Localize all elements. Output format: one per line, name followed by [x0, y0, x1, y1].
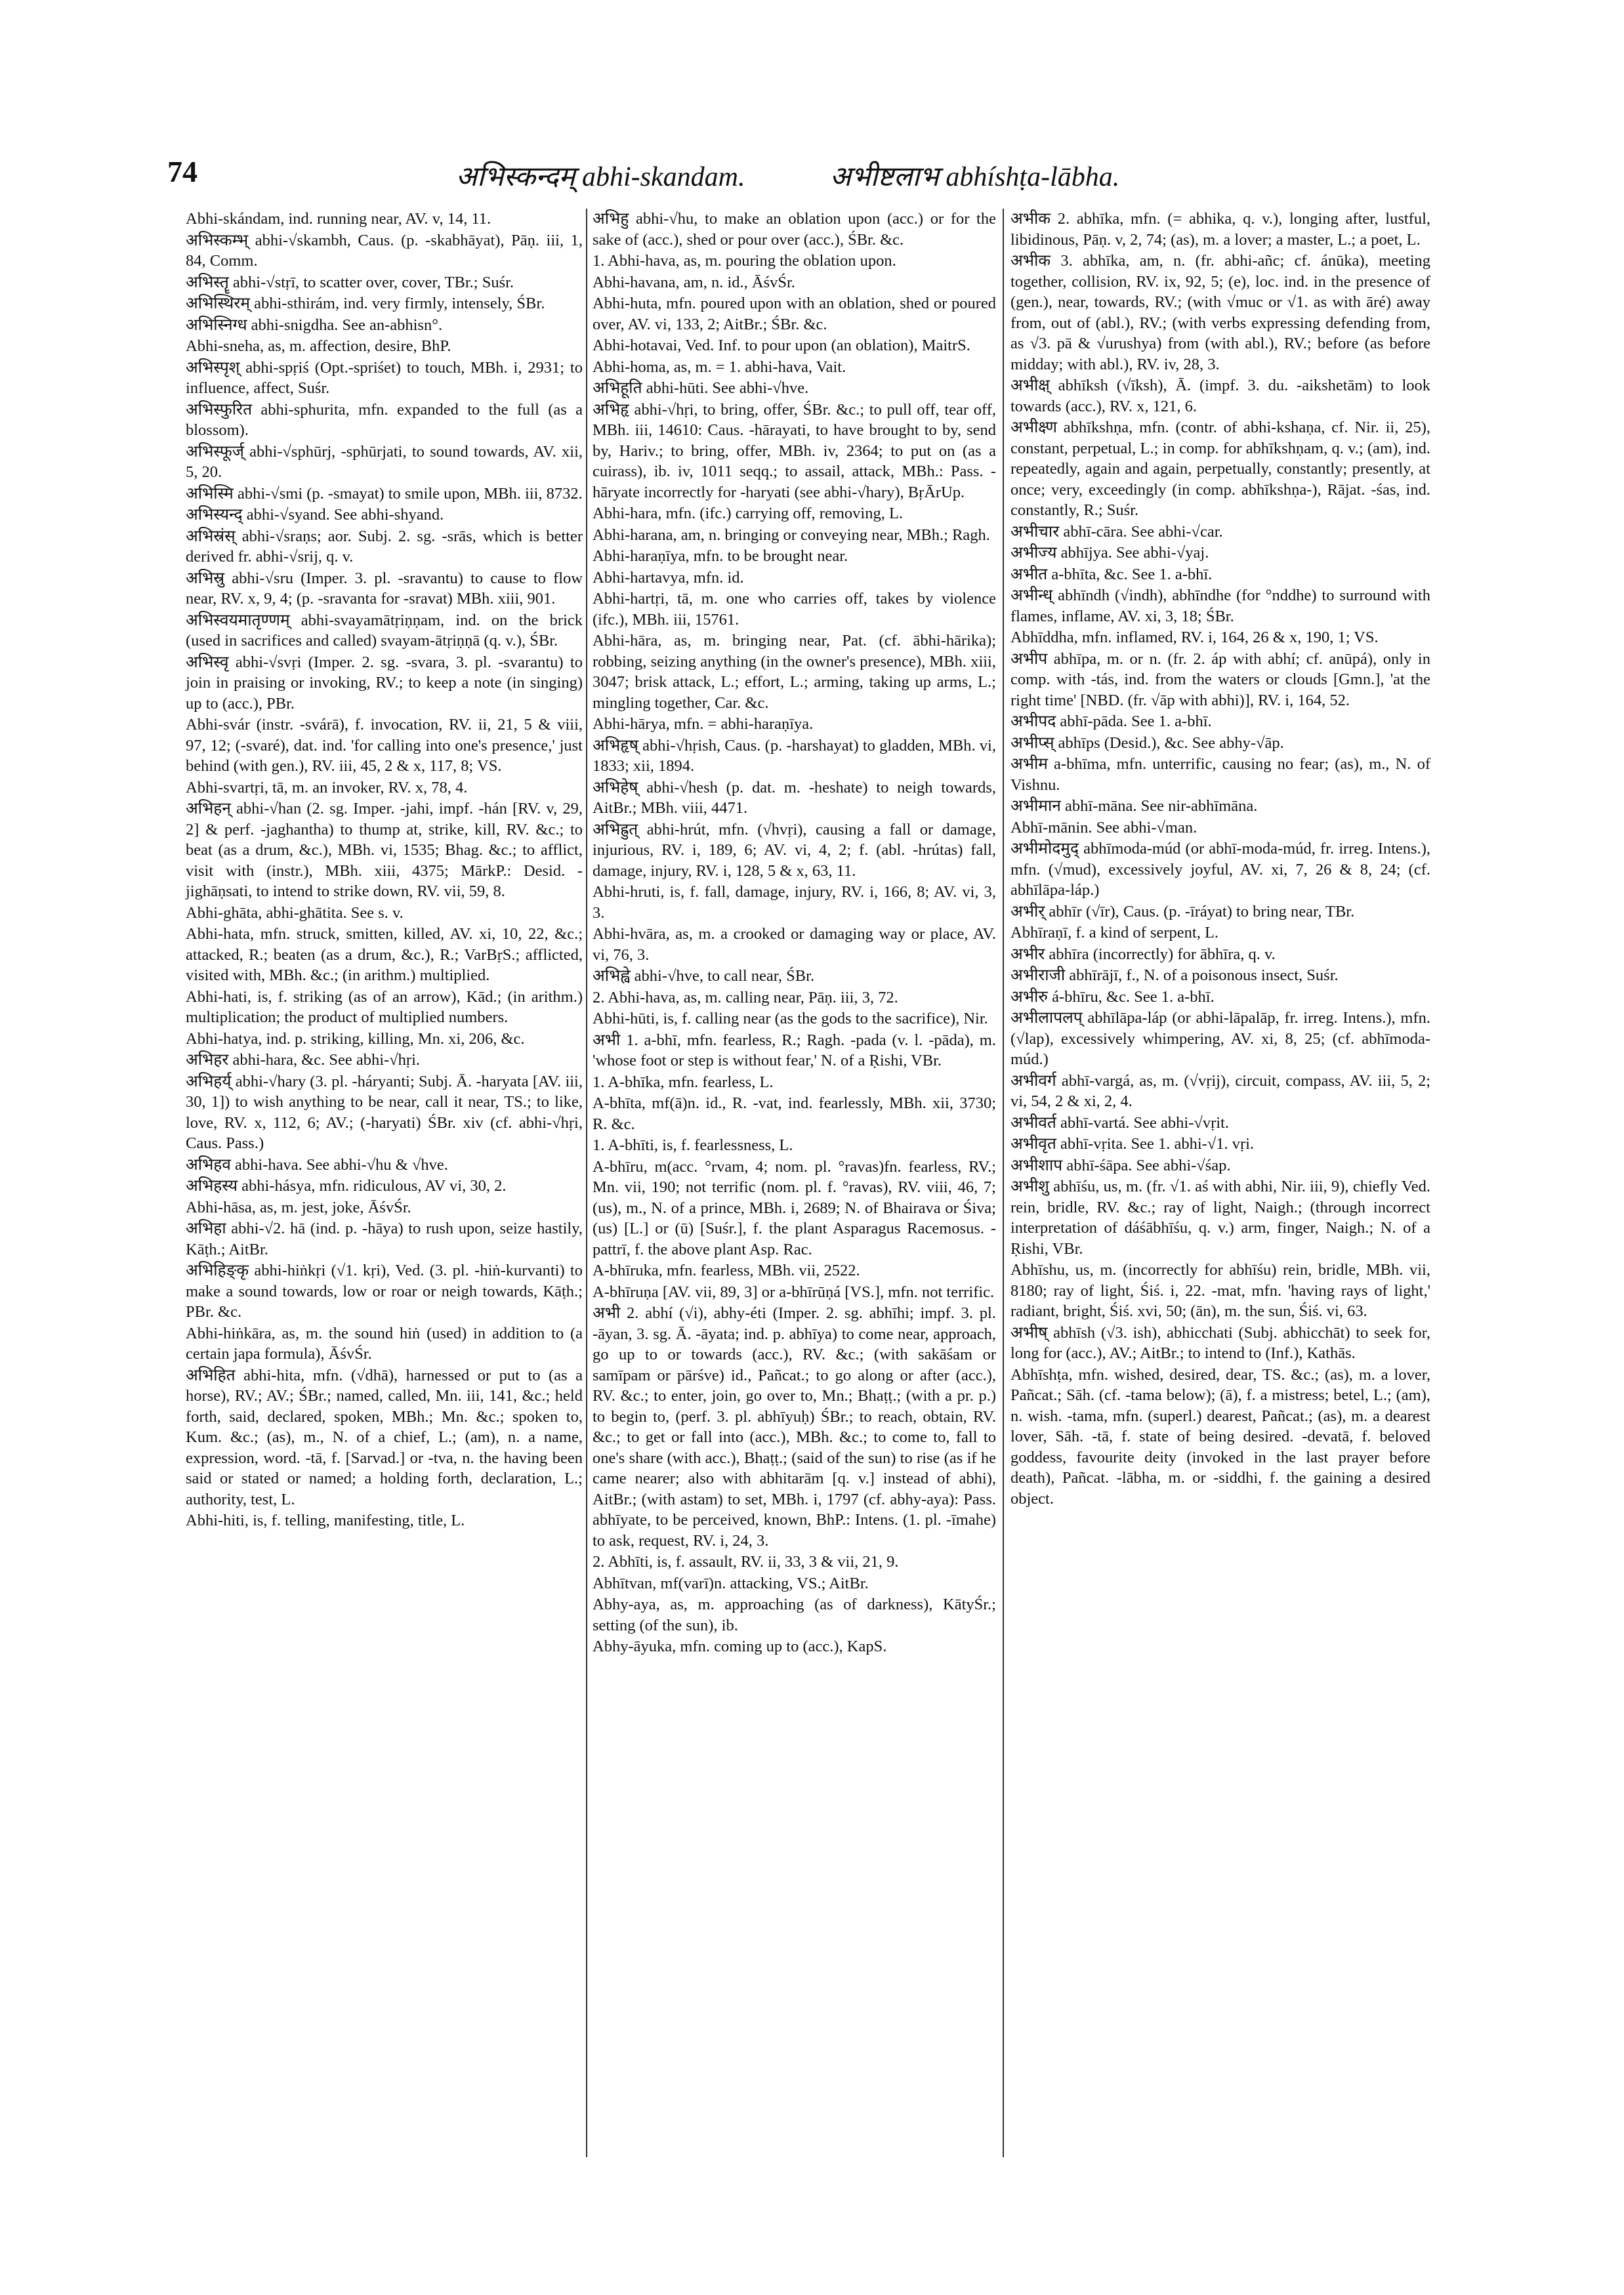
dictionary-entry: अभिस्फूर्ज् abhi-√sphūrj, -sphūrjati, to sound towards, AV. xii, 5, 20. [186, 442, 583, 481]
dictionary-entry: अभिहर्य् abhi-√hary (3. pl. -háryanti; Subj. Ā. -haryata [AV. iii, 30, 1]) to wish anything to be near, call it near, TS.; to like, love, RV. x, 112, 6; AV.; (-haryati) ŚBr. xiv (cf. abhi-√hṛi, Caus. Pass.) [186, 1072, 583, 1152]
dictionary-entry: Abhi-svartṛi, tā, m. an invoker, RV. x, 78, 4. [186, 778, 468, 796]
dictionary-entry: अभिस्तॄ abhi-√stṛī, to scatter over, cover, TBr.; Suśr. [186, 273, 514, 291]
dictionary-entry: Abhi-ghāta, abhi-ghātita. See s. v. [186, 903, 404, 922]
dictionary-entry: अभिह्रुत् abhi-hrút, mfn. (√hvṛi), causing a fall or damage, injurious, RV. i, 189, 6; AV. vi, 4, 2; f. (abl. -hrútas) fall, damage, injury, RV. i, 128, 5 & x, 63, 11. [593, 820, 996, 880]
dictionary-entry: अभिहस्य abhi-hásya, mfn. ridiculous, AV vi, 30, 2. [186, 1177, 507, 1195]
dictionary-entry: अभीक्ष् abhīksh (√īksh), Ā. (impf. 3. du. -aikshetām) to look towards (acc.), RV. x, 121, 6. [1010, 377, 1430, 415]
dictionary-entry: Abhi-hotavai, Ved. Inf. to pour upon (an oblation), MaitrS. [593, 337, 970, 354]
dictionary-entry: A-bhīru, m(acc. °rvam, 4; nom. pl. °ravas)fn. fearless, RV.; Mn. vii, 190; not terrific (nom. pl. f. °ravas), RV. viii, 46, 7; (us), m., N. of a prince, MBh. i, 2689; N. of Bhairava or Śiva; (us) [L.] or (ū) [Suśr.], f. the plant Asparagus Racemosus. -pattrī, f. the above plant Asp. Rac. [593, 1157, 996, 1258]
dictionary-entry: Abhi-hartavya, mfn. id. [593, 568, 744, 587]
column-divider [586, 209, 587, 2157]
dictionary-entry: अभिहर abhi-hara, &c. See abhi-√hṛi. [186, 1051, 420, 1069]
dictionary-entry: अभीवर्त abhī-vartá. See abhi-√vṛit. [1010, 1113, 1229, 1132]
dictionary-entry: अभिस्मि abhi-√smi (p. -smayat) to smile upon, MBh. iii, 8732. [186, 484, 583, 503]
dictionary-entry: 1. Abhi-hava, as, m. pouring the oblation upon. [593, 252, 896, 270]
dictionary-entry: Abhi-hūti, is, f. calling near (as the gods to the sacrifice), Nir. [593, 1010, 988, 1027]
column-divider [1003, 209, 1004, 2157]
dictionary-entry: अभिस्पृश् abhi-spṛiś (Opt.-spriśet) to touch, MBh. i, 2931; to influence, affect, Suśr. [186, 358, 583, 397]
dictionary-entry: Abhy-āyuka, mfn. coming up to (acc.), KapS. [593, 1638, 887, 1655]
dictionary-entry: Abhi-hāra, as, m. bringing near, Pat. (cf. ābhi-hārika); robbing, seizing anything (in the owner's presence), MBh. xiii, 3047; brisk attack, L.; effort, L.; arming, taking up arms, L.; mingling together, Car. &c. [593, 632, 996, 712]
dictionary-entry: Abhi-hvāra, as, m. a crooked or damaging way or place, AV. vi, 76, 3. [593, 925, 996, 964]
dictionary-entry: अभिस्रंस् abhi-√sraṇs; aor. Subj. 2. sg. -srās, which is better derived fr. abhi-√srij, q. v. [186, 527, 583, 566]
dictionary-entry: अभिहु abhi-√hu, to make an oblation upon (acc.) or for the sake of (acc.), shed or pour over (acc.), ŚBr. &c. [593, 210, 996, 249]
dictionary-entry: Abhi-hiti, is, f. telling, manifesting, title, L. [186, 1512, 465, 1529]
dictionary-entry: Abhi-harana, am, n. bringing or conveying near, MBh.; Ragh. [593, 526, 990, 544]
dictionary-entry: Abhi-hārya, mfn. = abhi-haraṇīya. [593, 715, 814, 733]
dictionary-entry: Abhīshu, us, m. (incorrectly for abhīśu) rein, bridle, MBh. vii, 8180; ray of light, Śiś. i, 22. -mat, mfn. 'having rays of light,' radiant, bright, Śiś. xvi, 50; (ān), m. the sun, Śiś. vi, 63. [1010, 1261, 1430, 1320]
dictionary-entry: अभी 1. a-bhī, mfn. fearless, R.; Ragh. -pada (v. l. -pāda), m. 'whose foot or step is without fear,' N. of a Ṛishi, VBr. [593, 1031, 996, 1069]
dictionary-entry: अभीशु abhīśu, us, m. (fr. √1. aś with abhi, Nir. iii, 9), chiefly Ved. rein, bridle, RV. &c.; ray of light, Naigh.; (through incorrect interpretation of dáśābhīśu, q. v.) arm, finger, Naigh.; N. of a Ṛishi, VBr. [1010, 1178, 1430, 1258]
dictionary-entry: अभिस्कम्भ् abhi-√skambh, Caus. (p. -skabhāyat), Pāṇ. iii, 1, 84, Comm. [186, 231, 583, 270]
dictionary-entry: अभीप्स् abhīps (Desid.), &c. See abhy-√āp. [1010, 734, 1284, 752]
dictionary-entry: अभिस्निग्ध abhi-snigdha. See an-abhisn°. [186, 316, 443, 334]
dictionary-entry: अभी 2. abhí (√i), abhy-éti (Imper. 2. sg. abhīhi; impf. 3. pl. -āyan, 3. sg. Ā. -āyata; ind. p. abhīya) to come near, approach, go up to or towards (acc.), RV. &c.; (with sakāśam or samīpam or pārśve) id., Pañcat.; to go along or after (acc.), RV. &c.; to enter, join, go over to, Mn.; Bhaṭṭ.; (with a pr. p.) to begin to, (perf. 3. pl. abhīyuḥ) ŚBr.; to reach, obtain, RV. &c.; to get or fall into (acc.), MBh. &c.; to come to, fall to one's share (with acc.), Bhaṭṭ.; (said of the sun) to rise (as if he came nearer; also with abhitarām [q. v.] instead of abhi), AitBr.; (with astam) to set, MBh. i, 1797 (cf. abhy-aya): Pass. abhīyate, to be perceived, known, BhP.: Intens. (1. pl. -īmahe) to ask, request, RV. i, 24, 3. [593, 1304, 996, 1550]
dictionary-entry: Abhi-hartṛi, tā, m. one who carries off, takes by violence (ifc.), MBh. iii, 15761. [593, 590, 996, 629]
dictionary-entry: अभीर abhīra (incorrectly) for ābhīra, q. v. [1010, 945, 1276, 963]
dictionary-entry: अभिस्फुरित abhi-sphurita, mfn. expanded to the full (as a blossom). [186, 400, 583, 439]
dictionary-entry: अभिस्थिरम् abhi-sthirám, ind. very firmly, intensely, ŚBr. [186, 295, 545, 312]
dictionary-entry: अभिस्रु abhi-√sru (Imper. 3. pl. -sravantu) to cause to flow near, RV. x, 9, 4; (p. -sravanta for -sravat) MBh. xiii, 901. [186, 569, 583, 608]
dictionary-entry: 2. Abhi-hava, as, m. calling near, Pāṇ. iii, 3, 72. [593, 988, 898, 1006]
dictionary-entry: अभीप abhīpa, m. or n. (fr. 2. áp with abhí; cf. anūpá), only in comp. with -tás, ind. from the waters or clouds [Gmn.], 'at the right time' [NBD. (fr. √āp with abhi)], RV. i, 164, 52. [1010, 650, 1430, 709]
dictionary-entry: Abhi-hati, is, f. striking (as of an arrow), Kād.; (in arithm.) multiplication; the product of multiplied numbers. [186, 987, 583, 1026]
dictionary-entry: Abhi-haraṇīya, mfn. to be brought near. [593, 547, 848, 565]
right-guide-word: अभीष्टलाभ abhíshṭa-lābha. [830, 162, 1120, 192]
dictionary-entry: अभीक 2. abhīka, mfn. (= abhika, q. v.), longing after, lustful, libidinous, Pāṇ. v, 2, 74; (as), m. a lover; a master, L.; a poet, L. [1010, 210, 1430, 249]
dictionary-entry: Abhīraṇī, f. a kind of serpent, L. [1010, 924, 1219, 941]
dictionary-entry: अभिह्वे abhi-√hve, to call near, ŚBr. [593, 967, 815, 985]
dictionary-entry: अभिहव abhi-hava. See abhi-√hu & √hve. [186, 1155, 448, 1174]
column-3 [1010, 209, 1430, 1510]
dictionary-entry: Abhi-homa, as, m. = 1. abhi-hava, Vait. [593, 358, 846, 376]
dictionary-entry: अभिहिङ्कृ abhi-hiṅkṛi (√1. kṛi), Ved. (3. pl. -hiṅ-kurvanti) to make a sound towards, low or roar or neigh towards, Kāṭh.; PBr. &c. [186, 1262, 583, 1321]
page-number: 74 [167, 155, 198, 188]
dictionary-entry: Abhi-svár (instr. -svárā), f. invocation, RV. ii, 21, 5 & viii, 97, 12; (-svaré), dat. ind. 'for calling into one's presence,' just behind (with gen.), RV. iii, 45, 2 & x, 117, 8; VS. [186, 716, 583, 775]
dictionary-entry: Abhi-hatya, ind. p. striking, killing, Mn. xi, 206, &c. [186, 1029, 525, 1048]
dictionary-entry: अभीमान abhī-māna. See nir-abhīmāna. [1010, 797, 1258, 815]
dictionary-entry: अभीपद abhī-pāda. See 1. a-bhī. [1010, 713, 1212, 730]
dictionary-entry: Abhi-huta, mfn. poured upon with an oblation, shed or poured over, AV. vi, 133, 2; AitBr.; ŚBr. &c. [593, 295, 996, 333]
column-1 [186, 209, 583, 1532]
dictionary-entry: अभीलापलप् abhīlāpa-láp (or abhi-lāpalāp, fr. irreg. Intens.), mfn. (√lap), excessively whimpering, AV. xi, 8, 25; (cf. abhīmoda-múd.) [1010, 1009, 1430, 1068]
dictionary-entry: Abhy-aya, as, m. approaching (as of darkness), KātyŚr.; setting (of the sun), ib. [593, 1596, 996, 1634]
dictionary-entry: अभीत a-bhīta, &c. See 1. a-bhī. [1010, 565, 1213, 583]
column-2 [593, 209, 996, 1658]
dictionary-entry: अभीराजी abhīrājī, f., N. of a poisonous insect, Suśr. [1010, 966, 1339, 984]
dictionary-entry: अभिस्यन्द् abhi-√syand. See abhi-shyand. [186, 506, 444, 524]
dictionary-entry: अभिहूति abhi-hūti. See abhi-√hve. [593, 379, 809, 397]
dictionary-entry: Abhīshṭa, mfn. wished, desired, dear, TS. &c.; (as), m. a lover, Pañcat.; Sāh. (cf. -tama below); (ā), f. a mistress; betel, L.; (am), n. wish. -tama, mfn. (superl.) dearest, Pañcat.; (as), m. a dearest lover, Sāh. -tā, f. state of being desired. -devatā, f. beloved goddess, favourite deity (invoked in the last prayer before death), Pañcat. -lābha, m. or -siddhi, f. the gaining a desired object. [1010, 1365, 1430, 1508]
dictionary-entry: 2. Abhīti, is, f. assault, RV. ii, 33, 3 & vii, 21, 9. [593, 1553, 899, 1571]
dictionary-entry: अभीष् abhīsh (√3. ish), abhicchati (Subj. abhicchāt) to seek for, long for (acc.), AV.; AitBr.; to intend to (Inf.), Kathās. [1010, 1323, 1430, 1362]
dictionary-entry: अभीचार abhī-cāra. See abhi-√car. [1010, 522, 1223, 541]
dictionary-entry: अभीर् abhīr (√īr), Caus. (p. -īráyat) to bring near, TBr. [1010, 902, 1355, 920]
dictionary-entry: Abhi-havana, am, n. id., ĀśvŚr. [593, 273, 795, 291]
dictionary-entry: Abhi-hāsa, as, m. jest, joke, ĀśvŚr. [186, 1198, 411, 1216]
dictionary-entry: अभिहेष् abhi-√hesh (p. dat. m. -heshate) to neigh towards, AitBr.; MBh. viii, 4471. [593, 778, 996, 817]
dictionary-entry: Abhi-hata, mfn. struck, smitten, killed, AV. xi, 10, 22, &c.; attacked, R.; beaten (as a drum, &c.), R.; VarBṛS.; afflicted, visited with, MBh. &c.; (in arithm.) multiplied. [186, 925, 583, 984]
dictionary-entry: Abhi-hiṅkāra, as, m. the sound hiṅ (used) in addition to (a certain japa formula), ĀśvŚr. [186, 1324, 583, 1363]
dictionary-entry: Abhi-hruti, is, f. fall, damage, injury, RV. i, 166, 8; AV. vi, 3, 3. [593, 883, 996, 922]
running-header [167, 154, 1434, 194]
dictionary-entry: अभीमोदमुद् abhīmoda-múd (or abhī-moda-múd, fr. irreg. Intens.), mfn. (√mud), excessively joyful, AV. xi, 7, 26 & 8, 24; (cf. abhīlāpa-láp.) [1010, 840, 1430, 899]
dictionary-entry: Abhi-hara, mfn. (ifc.) carrying off, removing, L. [593, 505, 904, 522]
dictionary-entry: अभीम a-bhīma, mfn. unterrific, causing no fear; (as), m., N. of Vishnu. [1010, 755, 1430, 794]
dictionary-entry: 1. A-bhīka, mfn. fearless, L. [593, 1073, 774, 1091]
dictionary-entry: अभिहन् abhi-√han (2. sg. Imper. -jahi, impf. -hán [RV. v, 29, 2] & perf. -jaghantha) to thump at, strike, kill, RV. &c.; to beat (as a drum, &c.), MBh. vi, 1535; Bhag. &c.; to afflict, visit with (instr.), MBh. xiii, 4375; MārkP.: Desid. -jighāṇsati, to intend to strike down, RV. vii, 59, 8. [186, 800, 583, 900]
dictionary-entry: अभिहा abhi-√2. hā (ind. p. -hāya) to rush upon, seize hastily, Kāṭh.; AitBr. [186, 1220, 583, 1258]
dictionary-entry: Abhītvan, mf(varī)n. attacking, VS.; AitBr. [593, 1574, 869, 1592]
dictionary-entry: अभीक्ष्ण abhīkshṇa, mfn. (contr. of abhi-kshaṇa, cf. Nir. ii, 25), constant, perpetual, L.; in comp. for abhīkshṇam, q. v.; (am), ind. repeatedly, again and again, perpetually, constantly; presently, at once; very, exceedingly (in comp. abhīkshṇa-), Rājat. -śas, ind. constantly, R.; Suśr. [1010, 419, 1430, 519]
dictionary-entry: अभिहृ abhi-√hṛi, to bring, offer, ŚBr. &c.; to pull off, tear off, MBh. iii, 14610: Caus. -hārayati, to have brought to by, send by, Hariv.; to bring, offer, MBh. iv, 2364; to put on (as a cuirass), ib. iv, 1011 seqq.; to assail, attack, MBh.: Pass. -hāryate incorrectly for -haryati (see abhi-√hary), BṛĀrUp. [593, 400, 996, 501]
dictionary-entry: अभीज्य abhījya. See abhi-√yaj. [1010, 544, 1209, 562]
dictionary-entry: अभिहृष् abhi-√hṛish, Caus. (p. -harshayat) to gladden, MBh. vi, 1833; xii, 1894. [593, 736, 996, 775]
dictionary-entry: 1. A-bhīti, is, f. fearlessness, L. [593, 1136, 793, 1154]
dictionary-entry: अभीवर्ग abhī-vargá, as, m. (√vṛij), circuit, compass, AV. iii, 5, 2; vi, 54, 2 & xi, 2, 4. [1010, 1071, 1430, 1110]
dictionary-entry: A-bhīta, mf(ā)n. id., R. -vat, ind. fearlessly, MBh. xii, 3730; R. &c. [593, 1094, 996, 1133]
dictionary-entry: अभीक 3. abhīka, am, n. (fr. abhi-añc; cf. ánūka), meeting together, collision, RV. ix, 92, 5; (e), loc. ind. in the presence of (gen.), near, towards, RV.; (with √muc or √1. as with āré) away from, out of (abl.), RV.; (with verbs expressing defending from, as √3. pā & √urushya) from (with abl.), RV.; before (as before midday; with abl.), RV. iv, 28, 3. [1010, 252, 1430, 373]
dictionary-entry: अभिस्वयमातृण्णम् abhi-svayamātṛiṇṇam, ind. on the brick (used in sacrifices and called) svayam-ātṛiṇṇā (q. v.), ŚBr. [186, 611, 583, 650]
dictionary-entry: अभीवृत abhī-vṛita. See 1. abhi-√1. vṛi. [1010, 1135, 1255, 1153]
dictionary-entry: Abhī-mānin. See abhi-√man. [1010, 818, 1197, 837]
dictionary-entry: अभीन्ध् abhīndh (√indh), abhīndhe (for °nddhe) to surround with flames, inflame, AV. xi, 3, 18; ŚBr. [1010, 587, 1430, 625]
dictionary-entry: Abhi-sneha, as, m. affection, desire, BhP. [186, 337, 451, 355]
dictionary-entry: A-bhīruka, mfn. fearless, MBh. vii, 2522. [593, 1262, 860, 1279]
dictionary-entry: अभिस्वृ abhi-√svṛi (Imper. 2. sg. -svara, 3. pl. -svarantu) to join in praising or invoking, RV.; to keep a note (in singing) up to (acc.), PBr. [186, 653, 583, 713]
dictionary-entry: A-bhīruṇa [AV. vii, 89, 3] or a-bhīrūṇá [VS.], mfn. not terrific. [593, 1283, 995, 1301]
dictionary-entry: अभीशाप abhī-śāpa. See abhi-√śap. [1010, 1156, 1231, 1174]
dictionary-entry: अभिहित abhi-hita, mfn. (√dhā), harnessed or put to (as a horse), RV.; AV.; ŚBr.; named, called, Mn. iii, 141, &c.; held forth, said, declared, spoken, MBh.; Mn. &c.; spoken to, Kum. &c.; (as), m., N. of a chief, L.; (am), n. a name, expression, word. -tā, f. [Sarvad.] or -tva, n. the having been said or stated or named; a holding forth, declaration, L.; authority, test, L. [186, 1366, 583, 1508]
left-guide-word: अभिस्कन्दम् abhi-skandam. [456, 162, 745, 192]
dictionary-entry: Abhi-skándam, ind. running near, AV. v, 14, 11. [186, 210, 491, 228]
dictionary-entry: Abhīddha, mfn. inflamed, RV. i, 164, 26 & x, 190, 1; VS. [1010, 629, 1379, 646]
dictionary-entry: अभीरु á-bhīru, &c. See 1. a-bhī. [1010, 987, 1215, 1006]
